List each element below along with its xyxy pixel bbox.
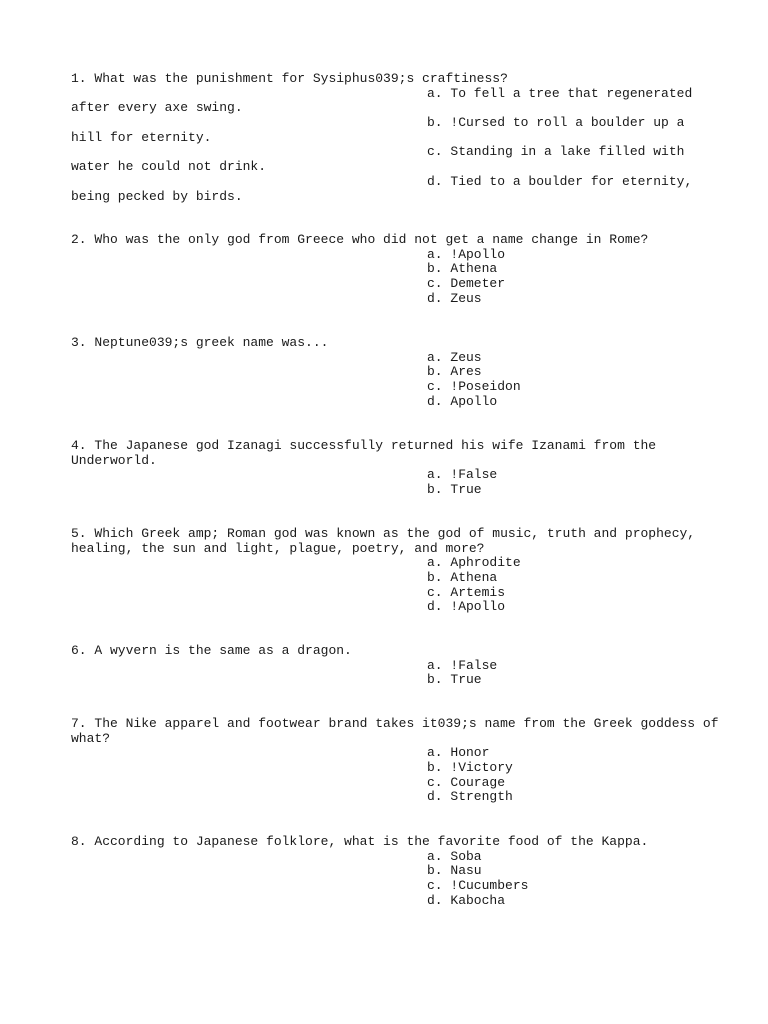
question-4: [71, 439, 711, 498]
option-a: a. To fell a tree that regenerated: [427, 85, 693, 101]
option-c: c. Courage: [427, 774, 506, 790]
question-1: [71, 72, 711, 204]
option-d-continuation: being pecked by birds.: [71, 188, 243, 204]
question-text: 6. A wyvern is the same as a dragon.: [71, 643, 352, 658]
question-7: [71, 716, 719, 805]
option-b: b. True: [427, 482, 482, 498]
question-text: 1. What was the punishment for Sysiphus039;s craftiness?: [71, 71, 508, 86]
question-text-continuation: healing, the sun and light, plague, poetry, and more?: [71, 540, 485, 556]
option-a: a. Zeus: [427, 349, 482, 365]
option-d: d. Kabocha: [427, 892, 506, 908]
option-d: d. Apollo: [427, 393, 498, 409]
option-b: b. Nasu: [427, 863, 482, 879]
question-text: 7. The Nike apparel and footwear brand takes it039;s name from the Greek goddess of: [71, 716, 719, 731]
question-2: [71, 233, 711, 306]
option-c: c. Artemis: [427, 584, 506, 600]
option-c: c. !Poseidon: [427, 379, 521, 395]
question-5: [71, 527, 711, 615]
option-d: d. Tied to a boulder for eternity,: [427, 173, 693, 189]
option-b: b. Athena: [427, 570, 498, 586]
option-a-continuation: after every axe swing.: [71, 100, 243, 116]
option-a: a. Honor: [427, 745, 490, 761]
option-c-continuation: water he could not drink.: [71, 159, 267, 175]
option-d: d. Zeus: [427, 290, 482, 306]
question-6: [71, 644, 711, 688]
option-a: a. !False: [427, 467, 498, 483]
question-text: 4. The Japanese god Izanagi successfully returned his wife Izanami from the: [71, 438, 657, 453]
option-a: a. Soba: [427, 848, 482, 864]
option-b: b. !Victory: [427, 760, 513, 776]
option-b: b. True: [427, 672, 482, 688]
option-a: a. !Apollo: [427, 246, 506, 262]
option-b: b. Athena: [427, 261, 498, 277]
question-text-continuation: Underworld.: [71, 452, 157, 468]
question-8: [71, 835, 711, 908]
option-c: c. !Cucumbers: [427, 878, 529, 894]
option-b-continuation: hill for eternity.: [71, 129, 212, 145]
option-a: a. !False: [427, 657, 498, 673]
option-c: c. Standing in a lake filled with: [427, 144, 685, 160]
option-d: d. !Apollo: [427, 599, 506, 615]
question-text: 2. Who was the only god from Greece who did not get a name change in Rome?: [71, 232, 649, 247]
option-c: c. Demeter: [427, 276, 506, 292]
question-text-continuation: what?: [71, 730, 111, 746]
question-3: [71, 336, 711, 409]
question-text: 8. According to Japanese folklore, what is the favorite food of the Kappa.: [71, 834, 649, 849]
option-d: d. Strength: [427, 789, 513, 805]
question-text: 3. Neptune039;s greek name was...: [71, 335, 329, 350]
option-b: b. Ares: [427, 364, 482, 380]
option-b: b. !Cursed to roll a boulder up a: [427, 115, 685, 131]
question-text: 5. Which Greek amp; Roman god was known as the god of music, truth and prophecy,: [71, 526, 696, 541]
option-a: a. Aphrodite: [427, 555, 521, 571]
